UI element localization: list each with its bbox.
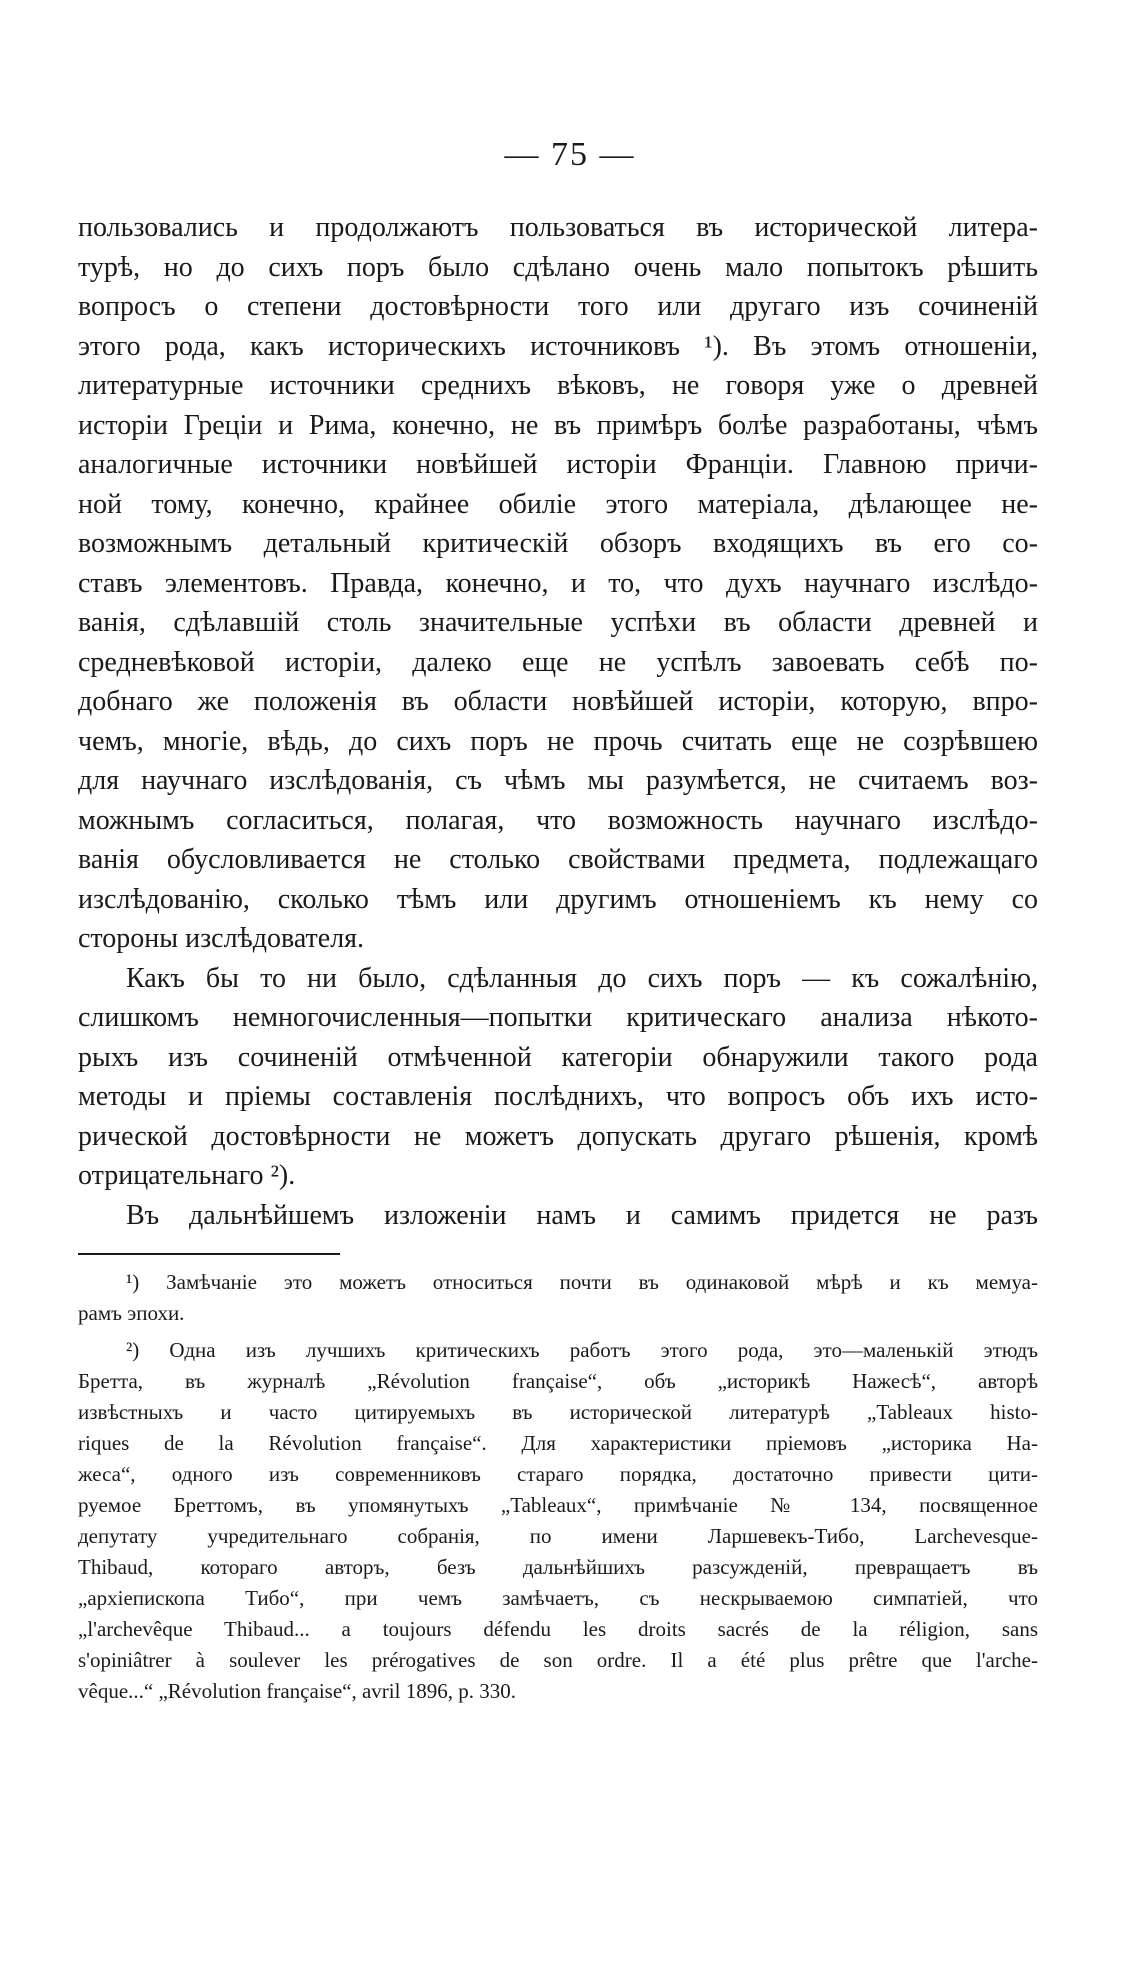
text-line: ной тому, конечно, крайнее обиліе этого матеріала, дѣлающее не- [78,488,1038,520]
paragraph-3 [78,1196,1038,1236]
text-line: чемъ, многіе, вѣдь, до сихъ поръ не прочь считать еще не созрѣвшею [78,725,1038,757]
text-line: исторіи Греціи и Рима, конечно, не въ примѣръ болѣе разработаны, чѣмъ [78,409,1038,441]
text-line: ванія, сдѣлавшій столь значительные успѣхи въ области древней и [78,607,1038,638]
page-number: — 75 — [504,136,636,173]
footnote-line: депутату учредительнаго собранія, по имени Ларшевекъ-Тибо, Larchevesque- [78,1524,1038,1548]
footnote-divider [78,1253,340,1255]
text-line: литературные источники среднихъ вѣковъ, не говоря уже о древней [78,370,1038,401]
footnote-line: „l'archevêque Thibaud... a toujours défendu les droits sacrés de la réligion, sans [78,1617,1038,1641]
text-line: изслѣдованію, сколько тѣмъ или другимъ отношеніемъ къ нему со [78,883,1038,915]
footnote-line: Thibaud, котораго авторъ, безъ дальнѣйшихъ разсужденій, превращаетъ въ [78,1555,1038,1579]
text-line: Въ дальнѣйшемъ изложеніи намъ и самимъ придется не разъ [126,1199,1038,1231]
text-line: возможнымъ детальный критическій обзоръ входящихъ въ его со- [78,528,1038,559]
footnote-line: ¹) Замѣчаніе это можетъ относиться почти въ одинаковой мѣрѣ и къ мемуа- [126,1270,1038,1294]
text-line: можнымъ согласиться, полагая, что возможность научнаго изслѣдо- [78,804,1038,836]
footnote-line: s'opiniâtrer à soulever les prérogatives de son ordre. Il a été plus prêtre que l'arche- [78,1648,1038,1672]
text-line: вопросъ о степени достовѣрности того или другаго изъ сочиненій [78,291,1038,322]
text-line: отрицательнаго ²). [78,1160,296,1191]
text-line: турѣ, но до сихъ поръ было сдѣлано очень мало попытокъ рѣшить [78,251,1038,283]
text-line: для научнаго изслѣдованія, съ чѣмъ мы разумѣется, не считаемъ воз- [78,765,1038,796]
footnote-1 [78,1267,1038,1329]
footnote-line: vêque...“ „Révolution française“, avril 1896, p. 330. [78,1679,516,1703]
text-line: аналогичные источники новѣйшей исторіи Франціи. Главною причи- [78,449,1038,480]
paragraph-1 [78,208,1038,959]
text-line: слишкомъ немногочисленныя—попытки критическаго анализа нѣкото- [78,1002,1038,1033]
footnote-line: „архіепископа Тибо“, при чемъ замѣчаетъ, съ нескрываемою симпатіей, что [78,1586,1038,1610]
main-text [78,208,1038,1235]
text-line: рыхъ изъ сочиненій отмѣченной категоріи обнаружили такого рода [78,1041,1038,1073]
footnote-line: ²) Одна изъ лучшихъ критическихъ работъ этого рода, это—маленькій этюдъ [126,1338,1038,1362]
text-line: ванія обусловливается не столько свойствами предмета, подлежащаго [78,844,1038,875]
footnotes [78,1267,1038,1713]
footnote-line: жеса“, одного изъ современниковъ стараго порядка, достаточно привести цити- [78,1462,1038,1486]
footnote-line: riques de la Révolution française“. Для характеристики пріемовъ „историка На- [78,1431,1038,1455]
footnote-line: руемое Бреттомъ, въ упомянутыхъ „Tableaux“, примѣчаніе № 134, посвященное [78,1493,1038,1517]
footnote-line: Бретта, въ журналѣ „Révolution française“, объ „историкѣ Нажесѣ“, авторѣ [78,1369,1038,1393]
footnote-2 [78,1335,1038,1707]
footnote-line: рамъ эпохи. [78,1301,185,1325]
text-line: средневѣковой исторіи, далеко еще не успѣлъ завоевать себѣ по- [78,646,1038,678]
text-line: этого рода, какъ историческихъ источниковъ ¹). Въ этомъ отношеніи, [78,330,1038,362]
text-line: стороны изслѣдователя. [78,923,365,954]
text-line: методы и пріемы составленія послѣднихъ, что вопросъ объ ихъ исто- [78,1081,1038,1112]
paragraph-2 [78,959,1038,1196]
footnote-line: извѣстныхъ и часто цитируемыхъ въ исторической литературѣ „Tableaux histo- [78,1400,1038,1424]
text-line: ставъ элементовъ. Правда, конечно, и то, что духъ научнаго изслѣдо- [78,567,1038,599]
text-line: пользовались и продолжаютъ пользоваться въ исторической литера- [78,212,1038,243]
text-line: рической достовѣрности не можетъ допускать другаго рѣшенія, кромѣ [78,1120,1038,1152]
text-line: добнаго же положенія въ области новѣйшей исторіи, которую, впро- [78,686,1038,717]
text-line: Какъ бы то ни было, сдѣланныя до сихъ поръ — къ сожалѣнію, [126,962,1038,994]
